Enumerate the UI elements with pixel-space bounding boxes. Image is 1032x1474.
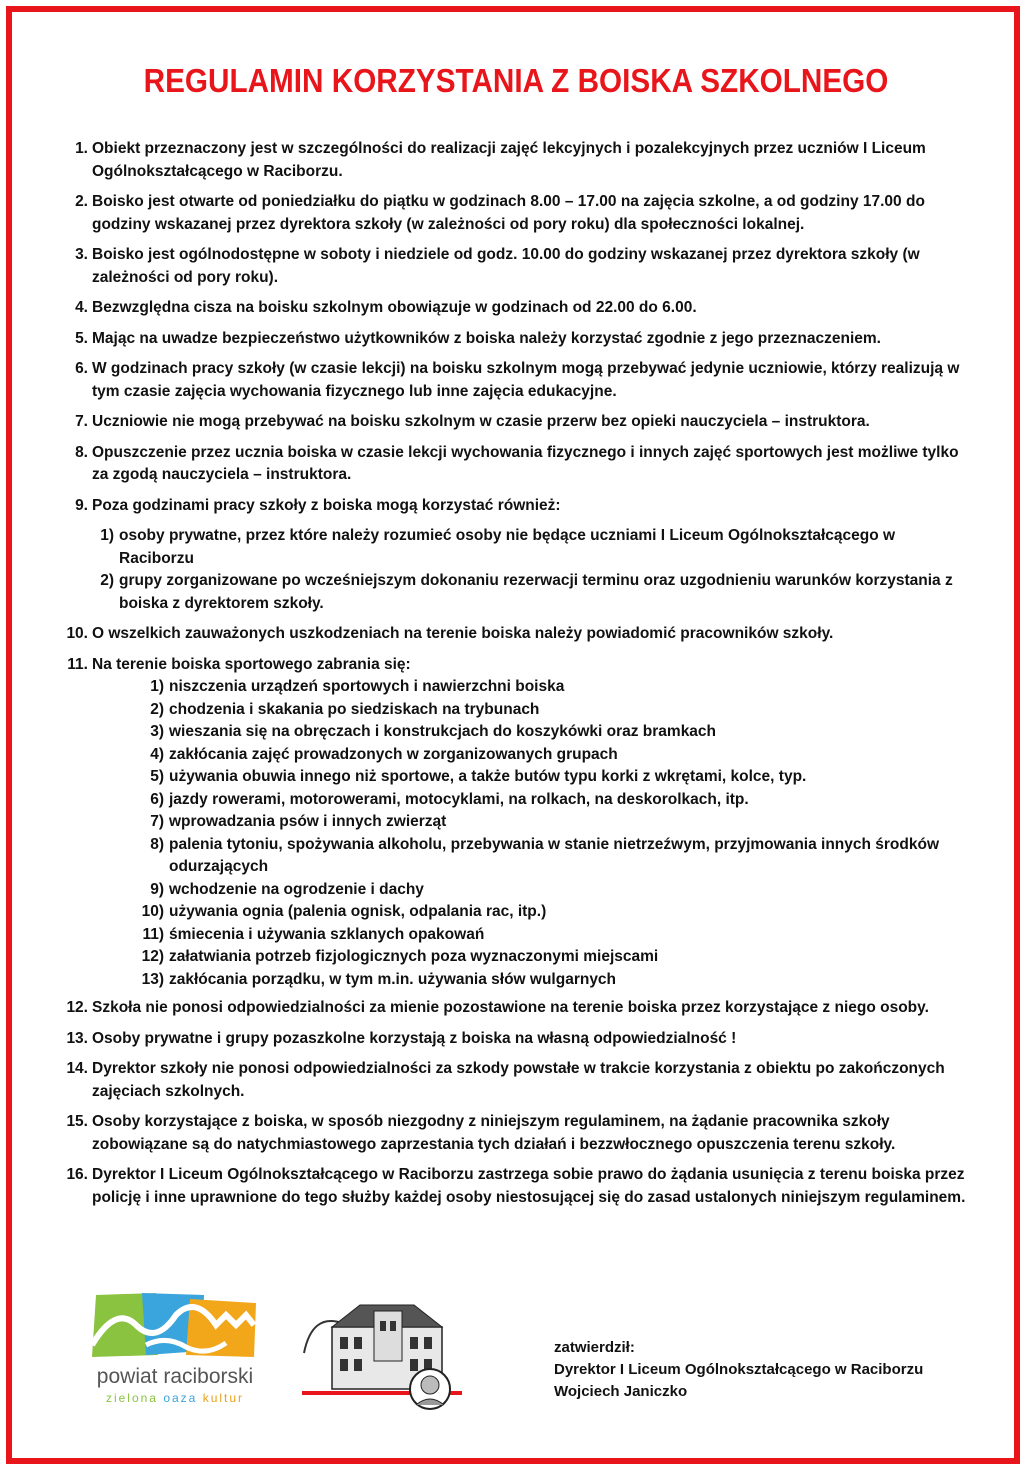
rules-content xyxy=(58,138,968,1217)
document-title: REGULAMIN KORZYSTANIA Z BOISKA SZKOLNEGO xyxy=(143,62,889,99)
rule-text: Opuszczenie przez ucznia boiska w czasie lekcji wychowania fizycznego i innych zajęć sportowych jest możliwe tylko za zgodą nauczyciela – instruktora. xyxy=(92,443,959,483)
sublist-number: 8) xyxy=(150,835,164,853)
rule-number: 7. xyxy=(75,413,88,430)
rule-text: Osoby prywatne i grupy pozaszkolne korzystają z boiska na własną odpowiedzialność ! xyxy=(92,1029,737,1047)
sublist-text: wieszania się na obręczach i konstrukcjach do koszykówki oraz bramkach xyxy=(169,723,717,740)
sublist-item xyxy=(134,699,968,722)
sublist-text: palenia tytoniu, spożywania alkoholu, przebywania w stanie nietrzeźwym, przyjmowania innych środków odurzających xyxy=(169,835,940,875)
sublist-item xyxy=(134,946,968,969)
sublist-text: chodzenia i skakania po siedziskach na trybunach xyxy=(169,700,540,718)
rule-item xyxy=(58,495,968,518)
sublist-number: 13) xyxy=(141,970,164,988)
rule-number: 8. xyxy=(75,443,88,461)
rule-number: 6. xyxy=(75,360,88,377)
school-building-illustration xyxy=(302,1293,462,1413)
rule-text: Obiekt przeznaczony jest w szczególności do realizacji zajęć lekcyjnych i pozalekcyjnych przez uczniów I Liceum Ogólnokształcącego w Raciborzu. xyxy=(92,140,926,180)
rule-item xyxy=(58,244,968,289)
rule-number: 1. xyxy=(75,140,88,157)
rule-number: 15. xyxy=(66,1113,88,1130)
rule-number: 11. xyxy=(67,655,88,673)
rule-text: Dyrektor szkoły nie ponosi odpowiedzialności za szkody powstałe w trakcie korzystania z obiektu po zakończonych zajęciach szkolnych. xyxy=(92,1060,945,1100)
rule-text: Dyrektor I Liceum Ogólnokształcącego w Raciborzu zastrzega sobie prawo do żądania usunięcia z terenu boiska przez policję i inne uprawnione do tego służby każdej osoby niestosującej się do zasad ustalonych niniejszym regulaminem. xyxy=(92,1166,966,1206)
rule-text: Poza godzinami pracy szkoły z boiska mogą korzystać również: xyxy=(92,496,561,514)
sublist-number: 2) xyxy=(100,572,114,589)
sublist-number: 1) xyxy=(100,527,114,544)
sublist-item xyxy=(84,525,968,570)
rule-number: 16. xyxy=(66,1166,88,1183)
sublist-text: wprowadzania psów i innych zwierząt xyxy=(169,813,447,830)
sublist-text: używania obuwia innego niż sportowe, a także butów typu korki z wkrętami, kolce, typ. xyxy=(169,768,807,785)
rule-number: 14. xyxy=(66,1060,88,1077)
rule-item xyxy=(58,138,968,183)
rule-text: W godzinach pracy szkoły (w czasie lekcji) na boisku szkolnym mogą przebywać jedynie uczniowie, którzy realizują w tym czasie zajęcia wychowania fizycznego lub inne zajęcia edukacyjne. xyxy=(92,360,960,400)
tagline-word: kultur xyxy=(202,1391,245,1405)
sublist-text: używania ognia (palenia ognisk, odpalania rac, itp.) xyxy=(169,903,547,920)
sublist-item xyxy=(134,789,968,812)
rule-number: 10. xyxy=(66,625,88,642)
sublist-item xyxy=(134,901,968,924)
rule-text: Bezwzględna cisza na boisku szkolnym obowiązuje w godzinach od 22.00 do 6.00. xyxy=(92,299,697,316)
rule-number: 12. xyxy=(66,999,88,1016)
sublist-text: zakłócania porządku, w tym m.in. używania słów wulgarnych xyxy=(169,970,617,988)
sublist-text: jazdy rowerami, motorowerami, motocyklami, na rolkach, na deskorolkach, itp. xyxy=(169,790,749,808)
rule-text: Uczniowie nie mogą przebywać na boisku szkolnym w czasie przerw bez opieki nauczyciela – instruktora. xyxy=(92,413,870,430)
sublist-number: 3) xyxy=(150,723,164,740)
rule-item xyxy=(58,1111,968,1156)
sublist-number: 10) xyxy=(141,903,164,920)
rule-text: Boisko jest otwarte od poniedziałku do piątku w godzinach 8.00 – 17.00 na zajęcia szkolne, a od godziny 17.00 do godziny wskazanej przez dyrektora szkoły (w zależności od pory roku) dla społeczności lokalnej. xyxy=(92,193,925,233)
rule-number: 2. xyxy=(75,193,88,210)
sublist-item xyxy=(134,721,968,744)
rule-item xyxy=(58,1058,968,1103)
sublist-text: niszczenia urządzeń sportowych i nawierzchni boiska xyxy=(169,678,565,695)
rule-number: 4. xyxy=(75,299,88,316)
rule-item xyxy=(58,442,968,487)
sublist-text: zakłócania zajęć prowadzonych w zorganizowanych grupach xyxy=(169,745,618,763)
sublist-item xyxy=(134,676,968,699)
approval-block xyxy=(554,1337,923,1403)
powiat-logo-graphic xyxy=(86,1285,264,1365)
rule-item xyxy=(58,191,968,236)
rule-item xyxy=(58,297,968,320)
sublist-number: 9) xyxy=(150,880,164,898)
rule-text: Boisko jest ogólnodostępne w soboty i niedziele od godz. 10.00 do godziny wskazanej przez dyrektora szkoły (w zależności od pory roku). xyxy=(92,246,920,286)
rule-text: Osoby korzystające z boiska, w sposób niezgodny z niniejszym regulaminem, na żądanie pracownika szkoły zobowiązane są do natychmiastowego zaprzestania tych działań i bezzwłocznego opuszczenia terenu szkoły. xyxy=(92,1113,896,1153)
rule-number: 9. xyxy=(75,496,88,514)
sublist-text: osoby prywatne, przez które należy rozumieć osoby nie będące uczniami I Liceum Ogólnokształcącego w Raciborzu xyxy=(119,527,896,567)
sublist-item xyxy=(134,744,968,767)
sublist-item xyxy=(134,834,968,879)
approved-name: Wojciech Janiczko xyxy=(554,1383,688,1400)
rule-item xyxy=(58,358,968,403)
rule-item xyxy=(58,654,968,677)
sublist-number: 11) xyxy=(142,925,164,943)
rule-9-sublist xyxy=(84,525,968,615)
approved-role: Dyrektor I Liceum Ogólnokształcącego w Raciborzu xyxy=(554,1361,924,1378)
rule-text: O wszelkich zauważonych uszkodzeniach na terenie boiska należy powiadomić pracowników szkoły. xyxy=(92,625,834,642)
powiat-logo-name: powiat raciborski xyxy=(96,1365,254,1388)
sublist-number: 1) xyxy=(150,678,164,695)
sublist-item xyxy=(134,766,968,789)
rule-item xyxy=(58,623,968,646)
sublist-text: śmiecenia i używania szklanych opakowań xyxy=(169,925,485,943)
sublist-item xyxy=(134,879,968,902)
rule-item xyxy=(58,1164,968,1209)
footer xyxy=(80,1285,980,1415)
rule-item xyxy=(58,1028,968,1051)
sublist-number: 5) xyxy=(150,768,164,785)
sublist-number: 4) xyxy=(150,745,164,763)
tagline-word: zielona xyxy=(105,1391,158,1405)
rule-text: Szkoła nie ponosi odpowiedzialności za mienie pozostawione na terenie boiska przez korzystające z niego osoby. xyxy=(92,999,929,1016)
sublist-item xyxy=(134,969,968,992)
powiat-logo xyxy=(80,1285,270,1415)
powiat-logo-tagline xyxy=(80,1391,270,1405)
sublist-item xyxy=(134,811,968,834)
rule-text: Na terenie boiska sportowego zabrania się: xyxy=(92,655,411,673)
sublist-number: 6) xyxy=(150,790,164,808)
sublist-number: 12) xyxy=(141,948,164,965)
rule-number: 13. xyxy=(66,1029,88,1047)
sublist-text: grupy zorganizowane po wcześniejszym dokonaniu rezerwacji terminu oraz uzgodnieniu warunków korzystania z boiska z dyrektorem szkoły. xyxy=(119,572,953,612)
rule-number: 5. xyxy=(75,329,88,347)
tagline-word: oaza xyxy=(163,1391,198,1405)
sublist-item xyxy=(84,570,968,615)
approved-label: zatwierdził: xyxy=(554,1339,635,1356)
rule-text: Mając na uwadze bezpieczeństwo użytkowników z boiska należy korzystać zgodnie z jego przeznaczeniem. xyxy=(92,329,881,347)
sublist-number: 7) xyxy=(150,813,164,830)
sublist-number: 2) xyxy=(150,700,164,718)
rule-11-sublist xyxy=(134,676,968,991)
sublist-text: wchodzenie na ogrodzenie i dachy xyxy=(169,880,424,898)
sublist-item xyxy=(134,924,968,947)
sublist-text: załatwiania potrzeb fizjologicznych poza wyznaczonymi miejscami xyxy=(169,948,659,965)
rule-item xyxy=(58,411,968,434)
rule-item xyxy=(58,328,968,351)
rule-number: 3. xyxy=(75,246,88,263)
rule-item xyxy=(58,997,968,1020)
